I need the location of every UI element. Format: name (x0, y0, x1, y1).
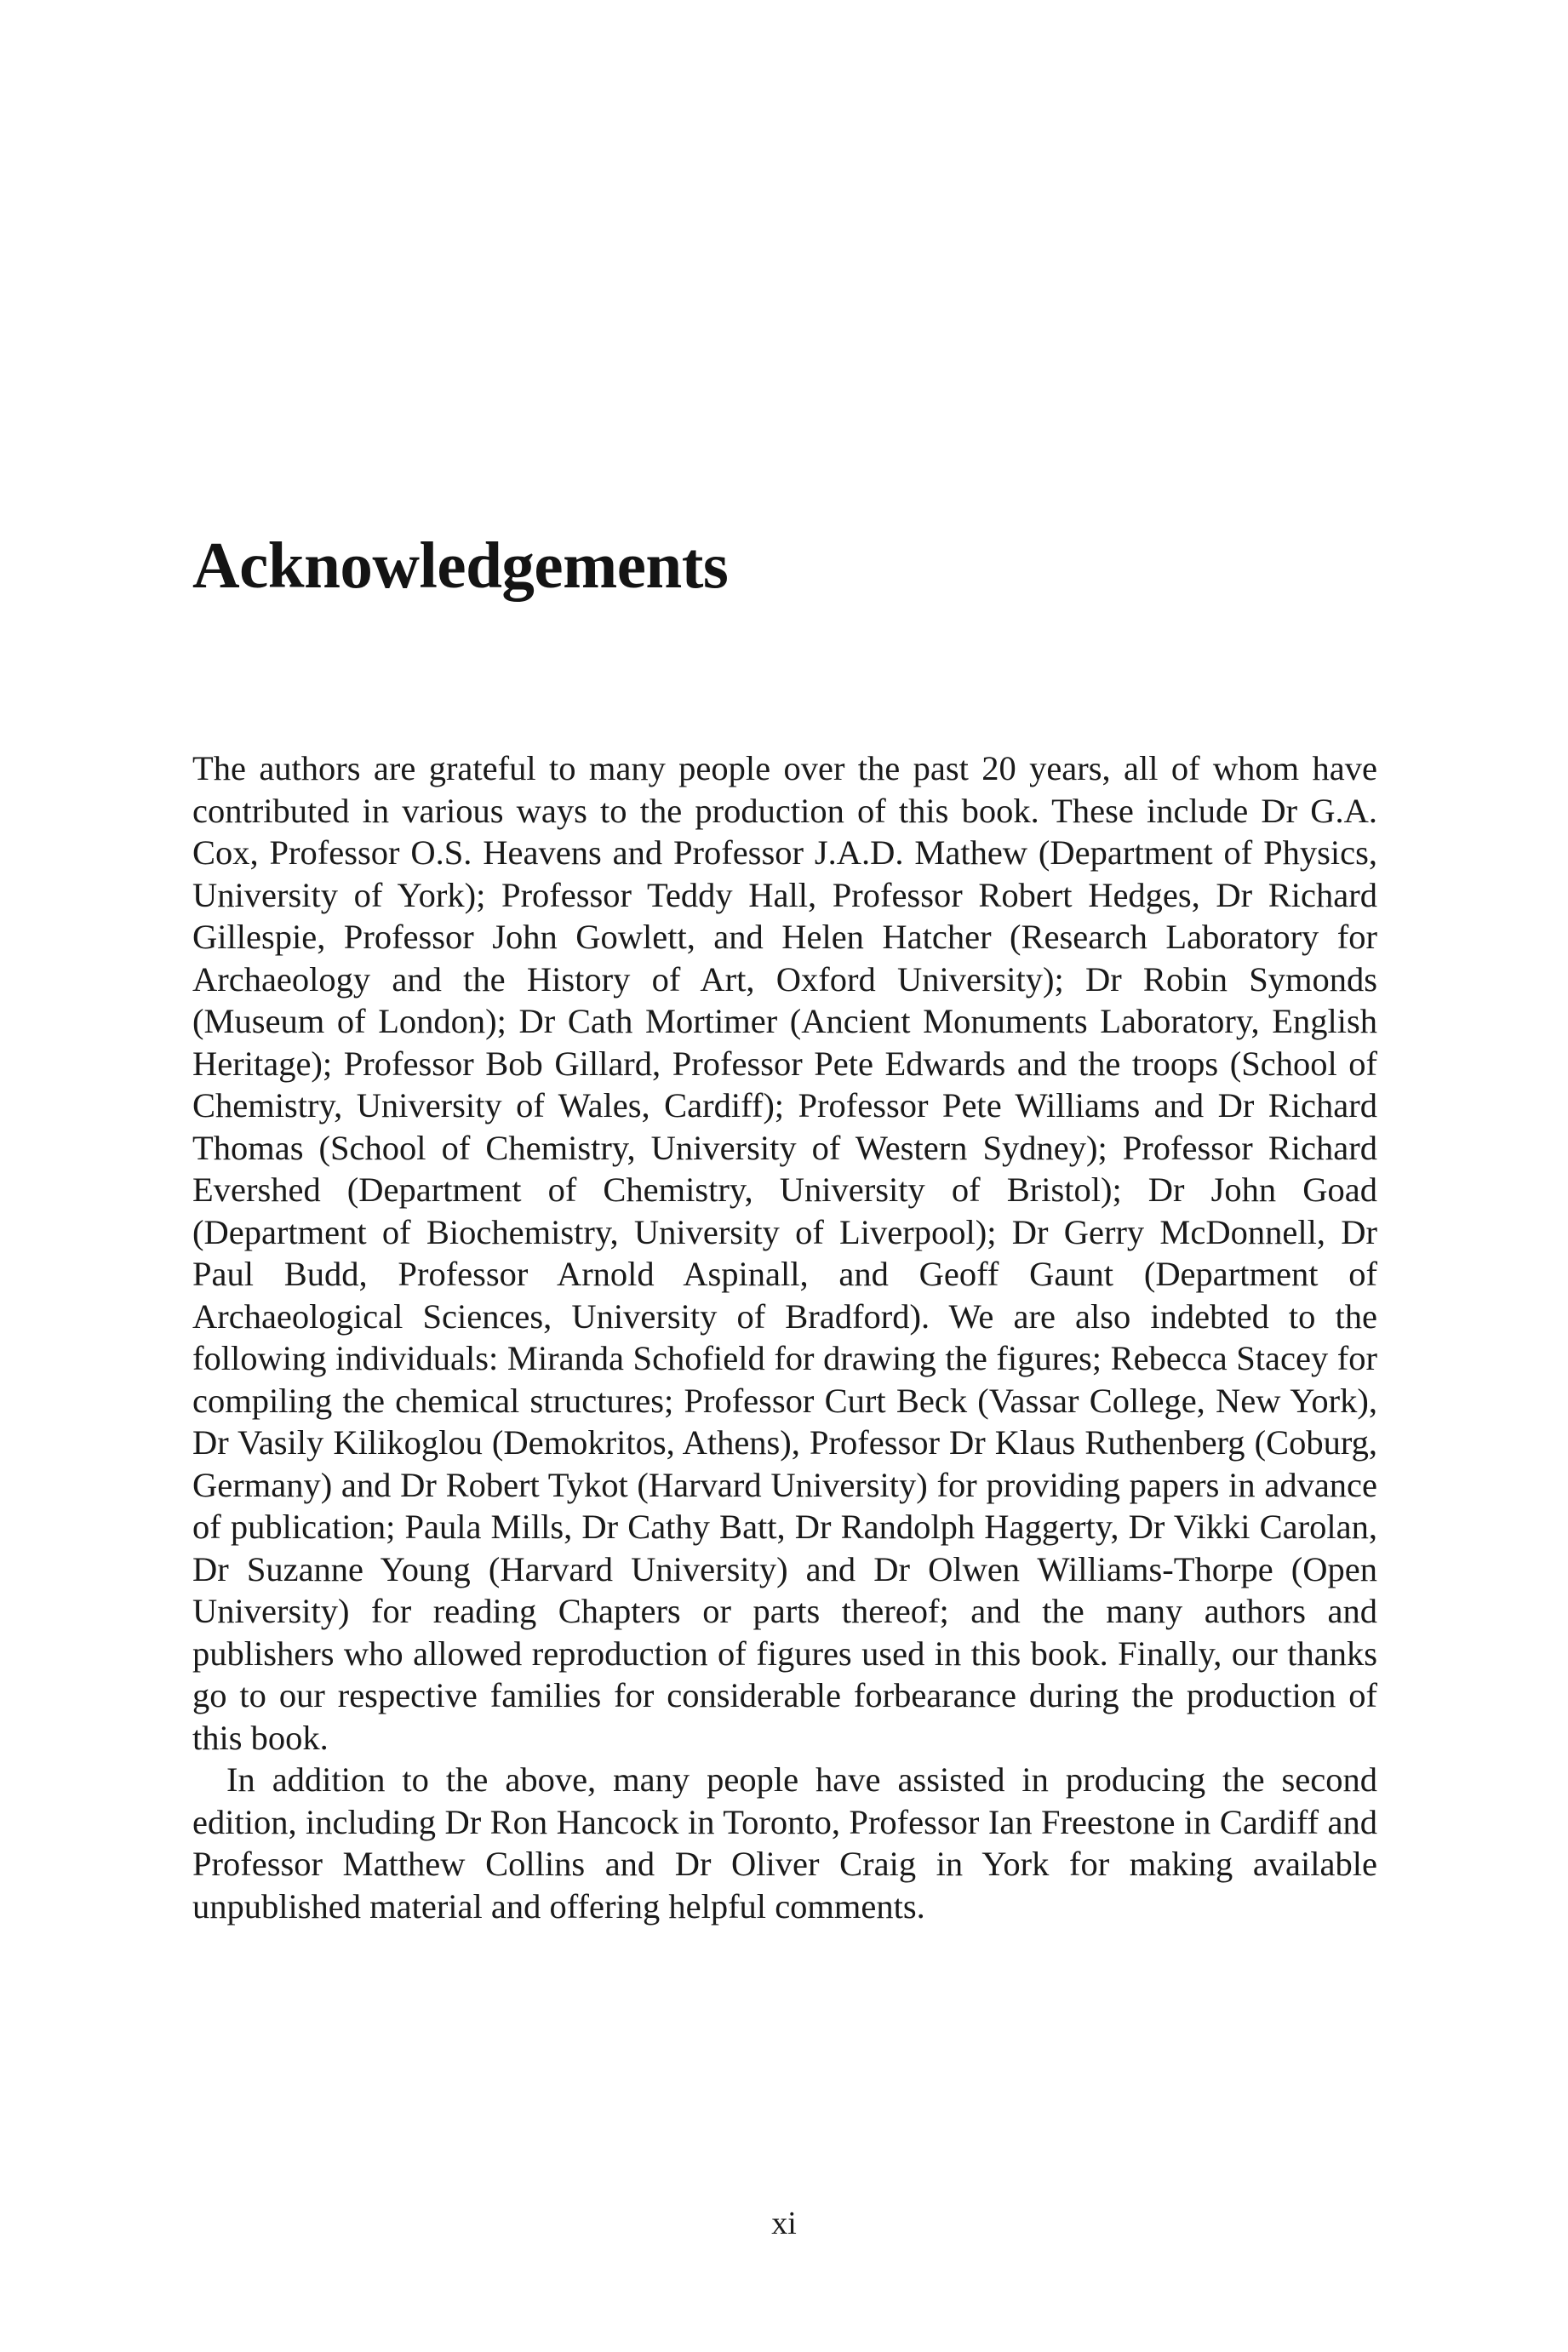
paragraph-second-edition: In addition to the above, many people have assisted in producing the second edition, including Dr Ron Hancock in Toronto, Professor Ian Freestone in Cardiff and Professor Matthew Collins and Dr Oliver Craig in York for making available unpublished material and offering helpful comments. (192, 1760, 1377, 1926)
paragraph-acknowledgements: The authors are grateful to many people over the past 20 years, all of whom have contributed in various ways to the production of this book. These include Dr G.A. Cox, Professor O.S. Heavens and Professor J.A.D. Mathew (Department of Physics, University of York); Professor Teddy Hall, Professor Robert Hedges, Dr Richard Gillespie, Professor John Gowlett, and Helen Hatcher (Research Laboratory for Archaeology and the History of Art, Oxford University); Dr Robin Symonds (Museum of London); Dr Cath Mortimer (Ancient Monuments Laboratory, English Heritage); Professor Bob Gillard, Professor Pete Edwards and the troops (School of Chemistry, University of Wales, Cardiff); Professor Pete Williams and Dr Richard Thomas (School of Chemistry, University of Western Sydney); Professor Richard Evershed (Department of Chemistry, University of Bristol); Dr John Goad (Department of Biochemistry, University of Liverpool); Dr Gerry McDonnell, Dr Paul Budd, Professor Arnold Aspinall, and Geoff Gaunt (Department of Archaeological Sciences, University of Bradford). We are also indebted to the following individuals: Miranda Schofield for drawing the figures; Rebecca Stacey for compiling the chemical structures; Professor Curt Beck (Vassar College, New York), Dr Vasily Kilikoglou (Demokritos, Athens), Professor Dr Klaus Ruthenberg (Coburg, Germany) and Dr Robert Tykot (Harvard University) for providing papers in advance of publication; Paula Mills, Dr Cathy Batt, Dr Randolph Haggerty, Dr Vikki Carolan, Dr Suzanne Young (Harvard University) and Dr Olwen Williams-Thorpe (Open University) for reading Chapters or parts thereof; and the many authors and publishers who allowed reproduction of figures used in this book. Finally, our thanks go to our respective families for considerable forbearance during the production of this book. (192, 749, 1377, 1757)
body-text (192, 747, 1377, 1927)
page-number: xi (771, 2206, 797, 2241)
page-title: Acknowledgements (192, 529, 729, 602)
